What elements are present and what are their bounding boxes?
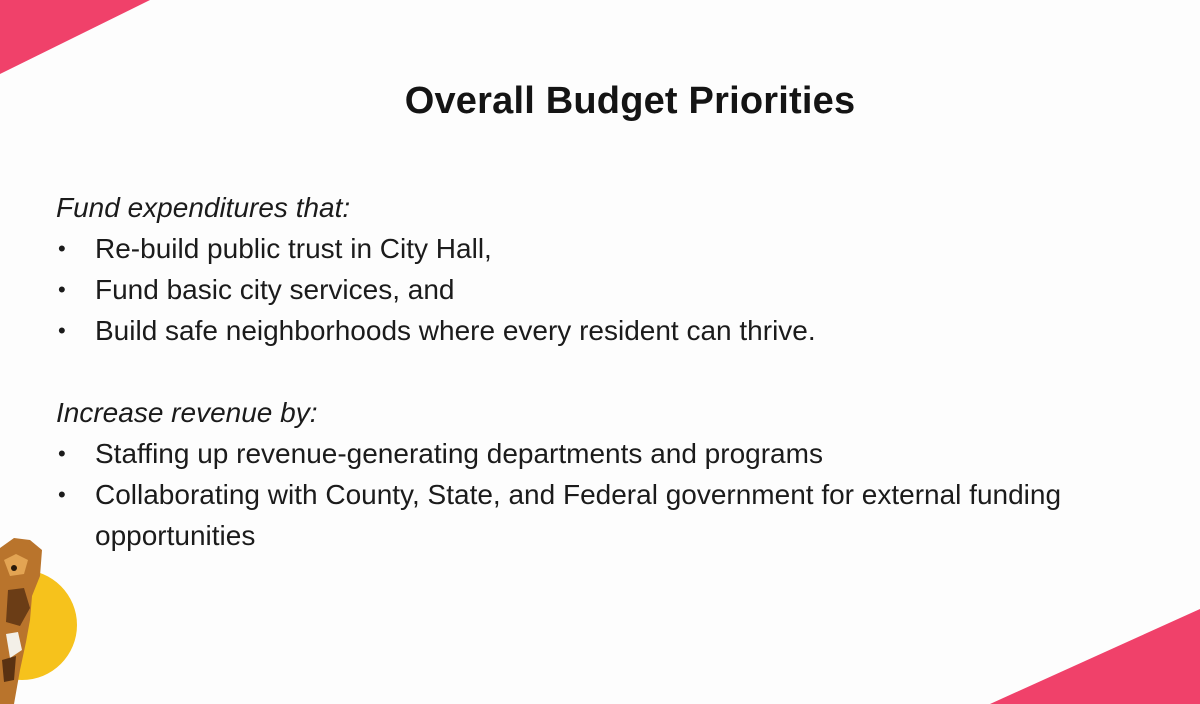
section-fund-expenditures xyxy=(56,188,1186,351)
corner-accent-top-left xyxy=(0,0,150,75)
slide-title: Overall Budget Priorities xyxy=(404,80,856,122)
section-increase-revenue xyxy=(56,393,1186,556)
bullet-icon: • xyxy=(58,277,66,302)
bullet-icon: • xyxy=(58,441,66,466)
section-heading: Fund expenditures that: xyxy=(56,192,351,223)
section-heading: Increase revenue by: xyxy=(56,397,318,428)
list-item xyxy=(56,474,1186,556)
bullet-list xyxy=(56,433,1186,556)
bullet-icon: • xyxy=(58,318,66,343)
corner-accent-bottom-right xyxy=(990,609,1200,704)
list-item xyxy=(56,433,1186,474)
list-item xyxy=(56,269,1186,310)
bullet-icon: • xyxy=(58,482,66,507)
list-item-text: Fund basic city services, and xyxy=(95,274,455,305)
bullet-icon: • xyxy=(58,236,66,261)
list-item-text: Build safe neighborhoods where every resident can thrive. xyxy=(95,315,816,346)
list-item xyxy=(56,228,1186,269)
list-item-text: Re-build public trust in City Hall, xyxy=(95,233,492,264)
tiger-mascot-icon xyxy=(0,530,80,704)
list-item-text: Staffing up revenue-generating departments and programs xyxy=(95,438,823,469)
list-item xyxy=(56,310,1186,351)
bullet-list xyxy=(56,228,1186,351)
list-item-text: Collaborating with County, State, and Federal government for external funding opportunities xyxy=(95,479,1062,551)
